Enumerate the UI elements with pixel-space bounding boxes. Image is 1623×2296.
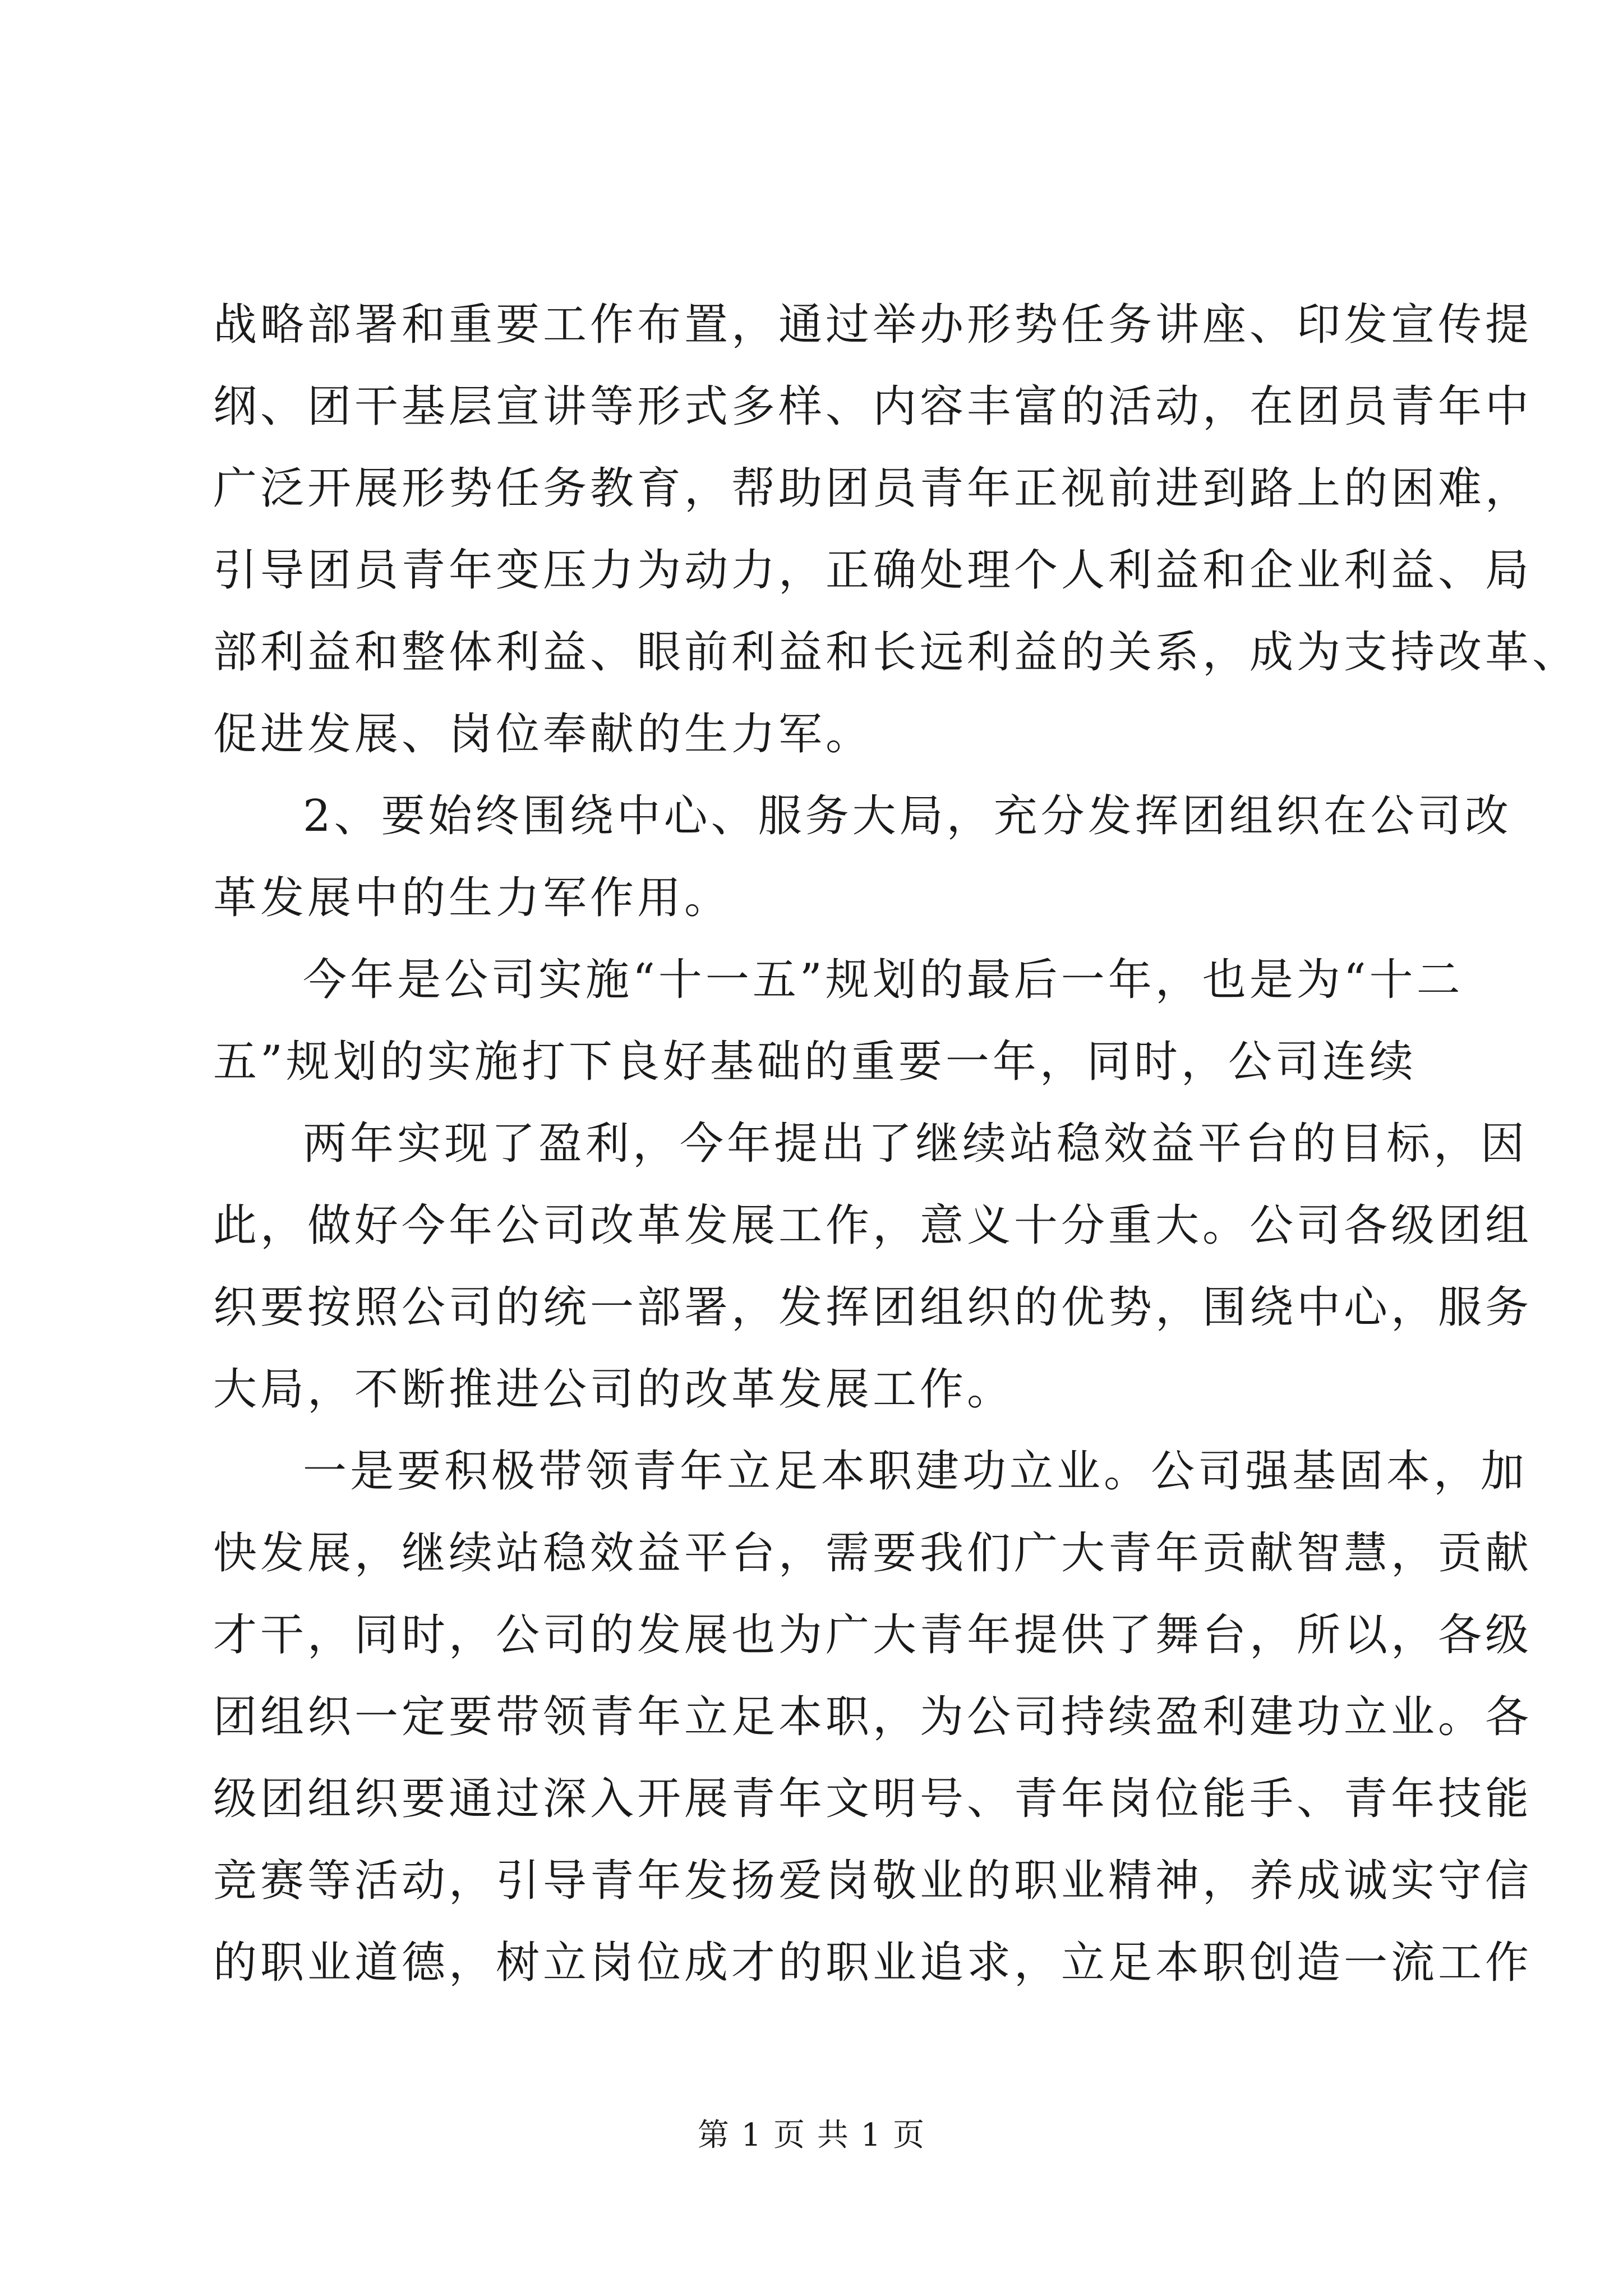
text-line: 的职业道德，树立岗位成才的职业追求，立足本职创造一流工作	[213, 1938, 1533, 1988]
body-text	[213, 284, 1580, 2004]
text-line: 才干，同时，公司的发展也为广大青年提供了舞台，所以，各级	[213, 1610, 1533, 1660]
text-line: 纲、团干基层宣讲等形式多样、内容丰富的活动，在团员青年中	[213, 381, 1533, 432]
text-line: 大局，不断推进公司的改革发展工作。	[213, 1364, 1015, 1415]
text-line: 革发展中的生力军作用。	[213, 873, 732, 923]
text-line: 团组织一定要带领青年立足本职，为公司持续盈利建功立业。各	[213, 1692, 1533, 1742]
text-line: 战略部署和重要工作布置，通过举办形势任务讲座、印发宣传提	[213, 300, 1533, 350]
text-line: 两年实现了盈利，今年提出了继续站稳效益平台的目标，因	[303, 1119, 1528, 1169]
text-line: 部利益和整体利益、眼前利益和长远利益的关系，成为支持改革、	[213, 627, 1580, 678]
page-number-label: 第 1 页 共 1 页	[697, 2117, 926, 2154]
text-line: 快发展，继续站稳效益平台，需要我们广大青年贡献智慧，贡献	[213, 1528, 1533, 1579]
text-line: 级团组织要通过深入开展青年文明号、青年岗位能手、青年技能	[213, 1774, 1533, 1824]
text-line: 促进发展、岗位奉献的生力军。	[213, 709, 873, 760]
text-line: 一是要积极带领青年立足本职建功立业。公司强基固本，加	[303, 1446, 1528, 1497]
text-line: 五”规划的实施打下良好基础的重要一年，同时，公司连续	[213, 1037, 1417, 1087]
text-line: 广泛开展形势任务教育，帮助团员青年正视前进到路上的困难，	[213, 463, 1533, 514]
page-footer	[0, 2110, 1623, 2155]
text-line: 织要按照公司的统一部署，发挥团组织的优势，围绕中心，服务	[213, 1282, 1533, 1333]
text-line: 今年是公司实施“十一五”规划的最后一年，也是为“十二	[303, 955, 1464, 1005]
text-line: 竞赛等活动，引导青年发扬爱岗敬业的职业精神，养成诚实守信	[213, 1856, 1533, 1906]
text-line: 此，做好今年公司改革发展工作，意义十分重大。公司各级团组	[213, 1200, 1533, 1251]
text-line: 引导团员青年变压力为动力，正确处理个人利益和企业利益、局	[213, 545, 1533, 596]
text-line: 2、要始终围绕中心、服务大局，充分发挥团组织在公司改	[303, 791, 1512, 841]
